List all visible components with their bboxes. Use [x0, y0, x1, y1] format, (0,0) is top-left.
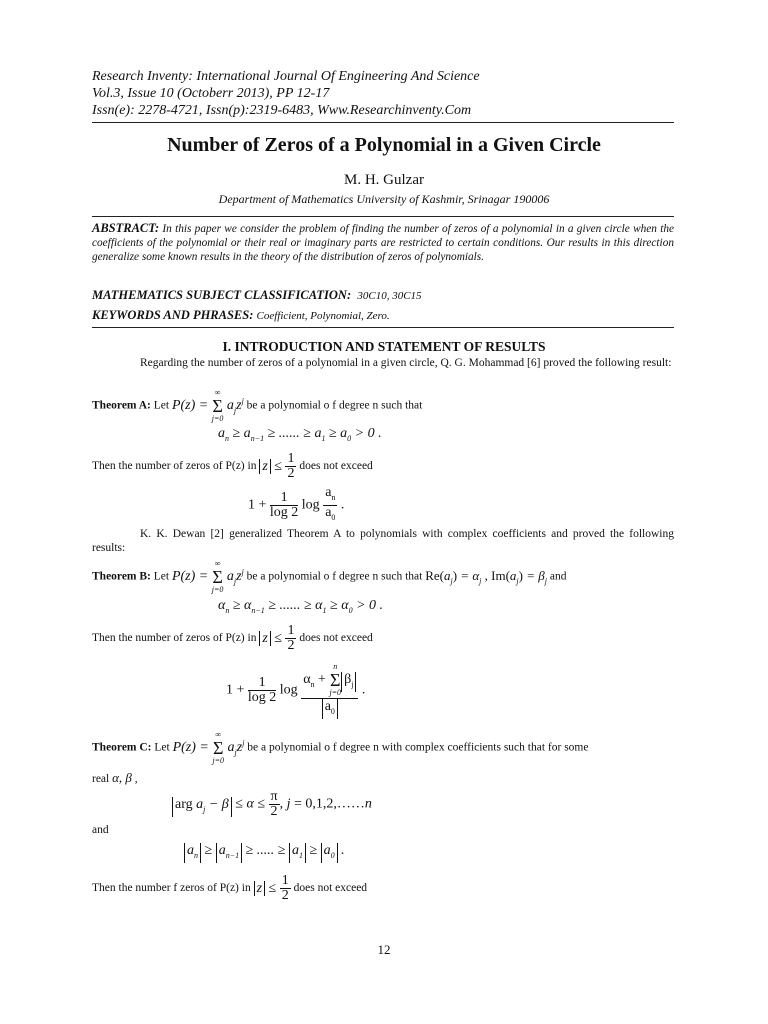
- conclusion-b: Then the number of zeros of P(z) in z ≤ $\frac{1}{2}$ does not exceed: [92, 623, 373, 653]
- header-rule: [92, 122, 674, 123]
- condition-c-arg: arg $a_j - \beta \le \alpha$ ≤ $\frac{\pi}{2}$ , j = 0,1,2,……n: [172, 790, 372, 819]
- paper-title: Number of Zeros of a Polynomial in a Given Circle: [167, 134, 601, 156]
- theorem-a-statement: Theorem A: Let P(z) = ∞ Σ j=0 $a_jz^j$ be a polynomial o f degree n such that: [92, 388, 423, 423]
- and-connector: and: [92, 824, 109, 836]
- page-number: 12: [377, 942, 391, 957]
- keywords-label: KEYWORDS AND PHRASES:: [92, 308, 254, 322]
- keywords: [92, 308, 674, 323]
- subject-classification: [92, 288, 674, 303]
- section-heading: I. INTRODUCTION AND STATEMENT OF RESULTS: [222, 339, 546, 354]
- keywords-bottom-rule: [92, 327, 674, 328]
- intro-paragraph: Regarding the number of zeros of a polynomial in a given circle, Q. G. Mohammad [6] proved the following result:: [140, 357, 672, 369]
- journal-issn: Issn(e): 2278-4721, Issn(p):2319-6483, Www.Researchinventy.Com: [92, 103, 472, 118]
- theorem-a-label: Theorem A:: [92, 399, 151, 412]
- author-affiliation: Department of Mathematics University of Kashmir, Srinagar 190006: [218, 192, 550, 206]
- condition-c-modulus: $a_n \ge a_{n-1}$ ≥ ..... ≥ $a_1 \ge a_0$ .: [184, 843, 345, 863]
- journal-name: Research Inventy: International Journal Of Engineering And Science: [92, 69, 480, 84]
- condition-a: $a_n \ge a_{n-1}$ ≥ ...... ≥ $a_1 \ge a_0 > 0$ .: [218, 426, 382, 443]
- bound-a: 1 + $\frac{1}{\log 2}$ log $\frac{a_n}{a_0}$ .: [248, 485, 345, 522]
- abstract-label: ABSTRACT:: [92, 221, 160, 235]
- journal-volume: Vol.3, Issue 10 (Octoberr 2013), PP 12-17: [92, 86, 330, 101]
- author-name: M. H. Gulzar: [344, 172, 424, 188]
- theorem-b-label: Theorem B:: [92, 570, 151, 583]
- msc-label: MATHEMATICS SUBJECT CLASSIFICATION:: [92, 288, 352, 302]
- abstract: [92, 221, 674, 264]
- abstract-text: In this paper we consider the problem of finding the number of zeros of a polynomial in a given circle when the coefficients of the polynomial or their real or imaginary parts are restricted to certain conditions. Our results in this direction generalize some known results in the theory of the distribution of zeros of polynomials.: [92, 223, 674, 263]
- theorem-c-statement: Theorem C: Let P(z) = ∞ Σ j=0 $a_jz^j$ be a polynomial o f degree n with complex coefficients such that for some: [92, 730, 589, 765]
- condition-b: $\alpha_n \ge \alpha_{n-1}$ ≥ ...... ≥ $\alpha_1 \ge \alpha_0 > 0$ .: [218, 598, 384, 615]
- theorem-c-real: real α, β ,: [92, 770, 138, 785]
- theorem-b-statement: Theorem B: Let P(z) = ∞ Σ j=0 $a_jz^j$ be a polynomial o f degree n such that $Re(a_j) = \alpha_j$ , $Im(a_j) = \beta_j$ and: [92, 559, 567, 594]
- bound-b: 1 + $\frac{1}{\log 2}$ log $\alpha_n$ + n Σ j=0 $\beta_j$ $a_0$ .: [226, 662, 365, 719]
- journal-header: [92, 68, 674, 119]
- keywords-value: Coefficient, Polynomial, Zero.: [256, 310, 390, 322]
- conclusion-c: Then the number f zeros of P(z) in z ≤ $\frac{1}{2}$ does not exceed: [92, 873, 368, 903]
- dewan-paragraph: K. K. Dewan [2] generalized Theorem A to polynomials with complex coefficients and proved the following results:: [92, 528, 674, 554]
- polynomial-formula: P(z) = ∞ Σ j=0 $a_jz^j$: [171, 388, 244, 423]
- theorem-c-label: Theorem C:: [92, 741, 152, 754]
- conclusion-a: Then the number of zeros of P(z) in z ≤ $\frac{1}{2}$ does not exceed: [92, 451, 373, 481]
- msc-value: 30C10, 30C15: [357, 290, 422, 302]
- abstract-top-rule: [92, 216, 674, 217]
